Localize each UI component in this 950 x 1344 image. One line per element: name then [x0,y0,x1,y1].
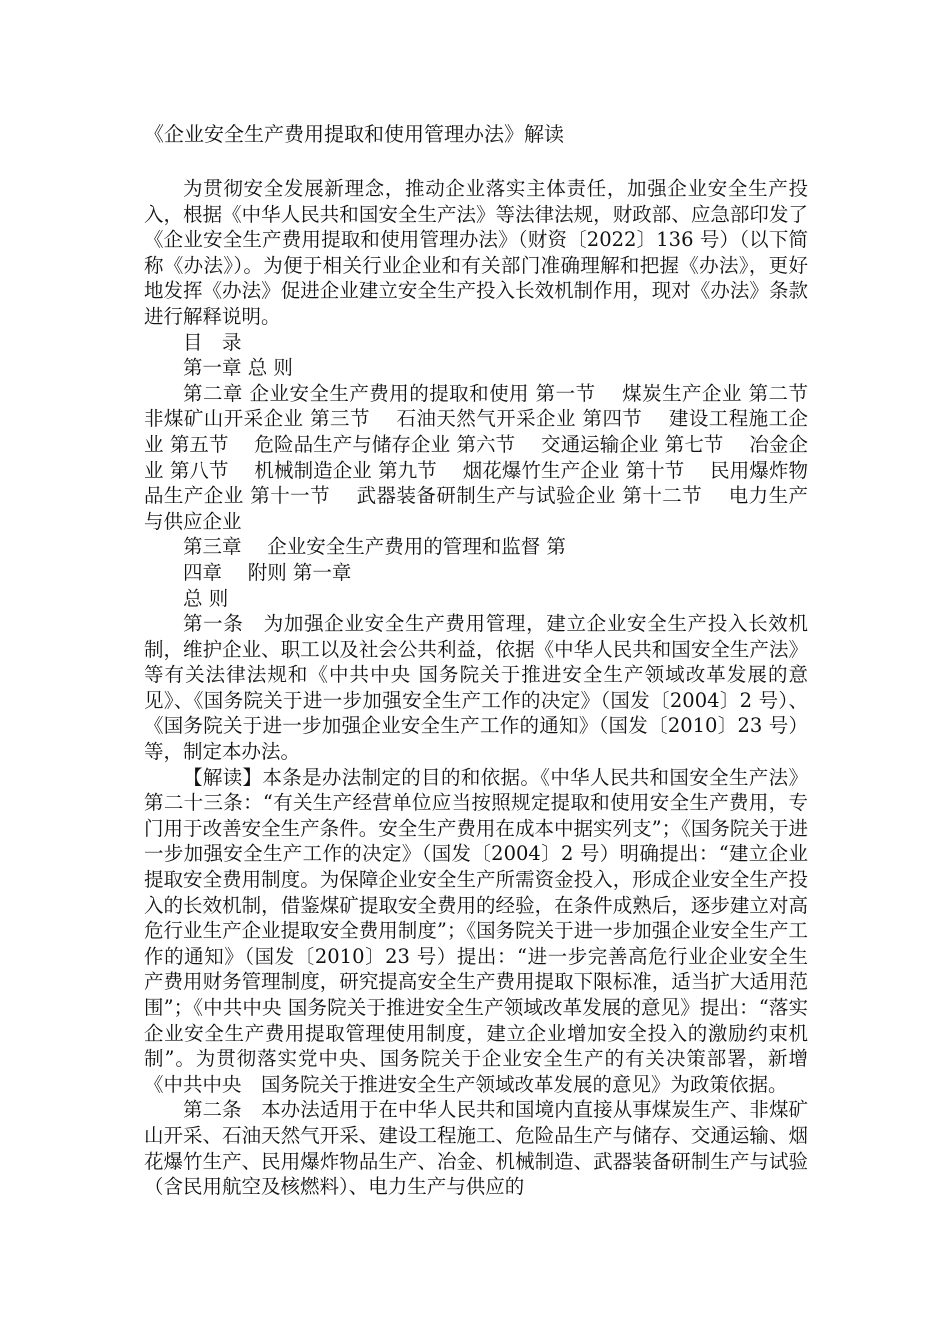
toc-chapter-1: 第一章 总 则 [183,356,293,380]
chapter-1-title: 总 则 [183,586,229,610]
document-page [144,118,834,1200]
article-2: 第二条 本办法适用于在中华人民共和国境内直接从事煤炭生产、非煤矿山开采、石油天然气开采、建设工程施工、危险品生产与储存、交通运输、烟花爆竹生产、民用爆炸物品生产、冶金、机械制造、武器装备研制生产与试验（含民用航空及核燃料）、电力生产与供应的 [144,1098,808,1199]
document-title: 《企业安全生产费用提取和使用管理办法》解读 [144,122,564,146]
toc-chapter-2: 第二章 企业安全生产费用的提取和使用 第一节 煤炭生产企业 第二节 非煤矿山开采企业 第三节 石油天然气开采企业 第四节 建设工程施工企业 第五节 危险品生产与储存企业 第六节 交通运输企业 第七节 冶金企业 第八节 机械制造企业 第九节 烟花爆竹生产企业 第十节 民用爆炸物品生产企业 第十一节 武器装备研制生产与试验企业 第十二节 电力生产与供应企业 [144,381,834,533]
interpretation-1: 【解读】本条是办法制定的目的和依据。《中华人民共和国安全生产法》第二十三条：“有关生产经营单位应当按照规定提取和使用安全生产费用，专门用于改善安全生产条件。安全生产费用在成本中据实列支”；《国务院关于进一步加强安全生产工作的决定》（国发〔2004〕2 号）明确提出：“建立企业提取安全费用制度。为保障企业安全生产所需资金投入，形成企业安全生产投入的长效机制，借鉴煤矿提取安全费用的经验，在条件成熟后，逐步建立对高危行业生产企业提取安全费用制度”；《国务院关于进一步加强企业安全生产工作的通知》（国发〔2010〕23 号）提出：“进一步完善高危行业企业安全生产费用财务管理制度，研究提高安全生产费用提取下限标准，适当扩大适用范围”；《中共中央 国务院关于推进安全生产领域改革发展的意见》提出：“落实企业安全生产费用提取管理使用制度，建立企业增加安全投入的激励约束机制”。为贯彻落实党中央、国务院关于企业安全生产的有关决策部署，新增《中共中央 国务院关于推进安全生产领域改革发展的意见》为政策依据。 [144,765,808,1096]
toc-heading: 目 录 [183,330,242,354]
intro-paragraph: 为贯彻安全发展新理念，推动企业落实主体责任，加强企业安全生产投入，根据《中华人民共和国安全生产法》等法律法规，财政部、应急部印发了《企业安全生产费用提取和使用管理办法》（财资〔2022〕136 号）（以下简称《办法》）。为便于相关行业企业和有关部门准确理解和把握《办法》，更好地发挥《办法》促进企业建立安全生产投入长效机制作用，现对《办法》条款进行解释说明。 [144,177,808,328]
article-1: 第一条 为加强企业安全生产费用管理，建立企业安全生产投入长效机制，维护企业、职工以及社会公共利益，依据《中华人民共和国安全生产法》等有关法律法规和《中共中央 国务院关于推进安全生产领域改革发展的意见》、《国务院关于进一步加强安全生产工作的决定》（国发〔2004〕2 号）、《国务院关于进一步加强企业安全生产工作的通知》（国发〔2010〕23 号）等，制定本办法。 [144,612,808,764]
toc-chapter-4: 四章 附则 第一章 [183,560,352,584]
toc-chapter-3: 第三章 企业安全生产费用的管理和监督 第 [183,535,566,559]
